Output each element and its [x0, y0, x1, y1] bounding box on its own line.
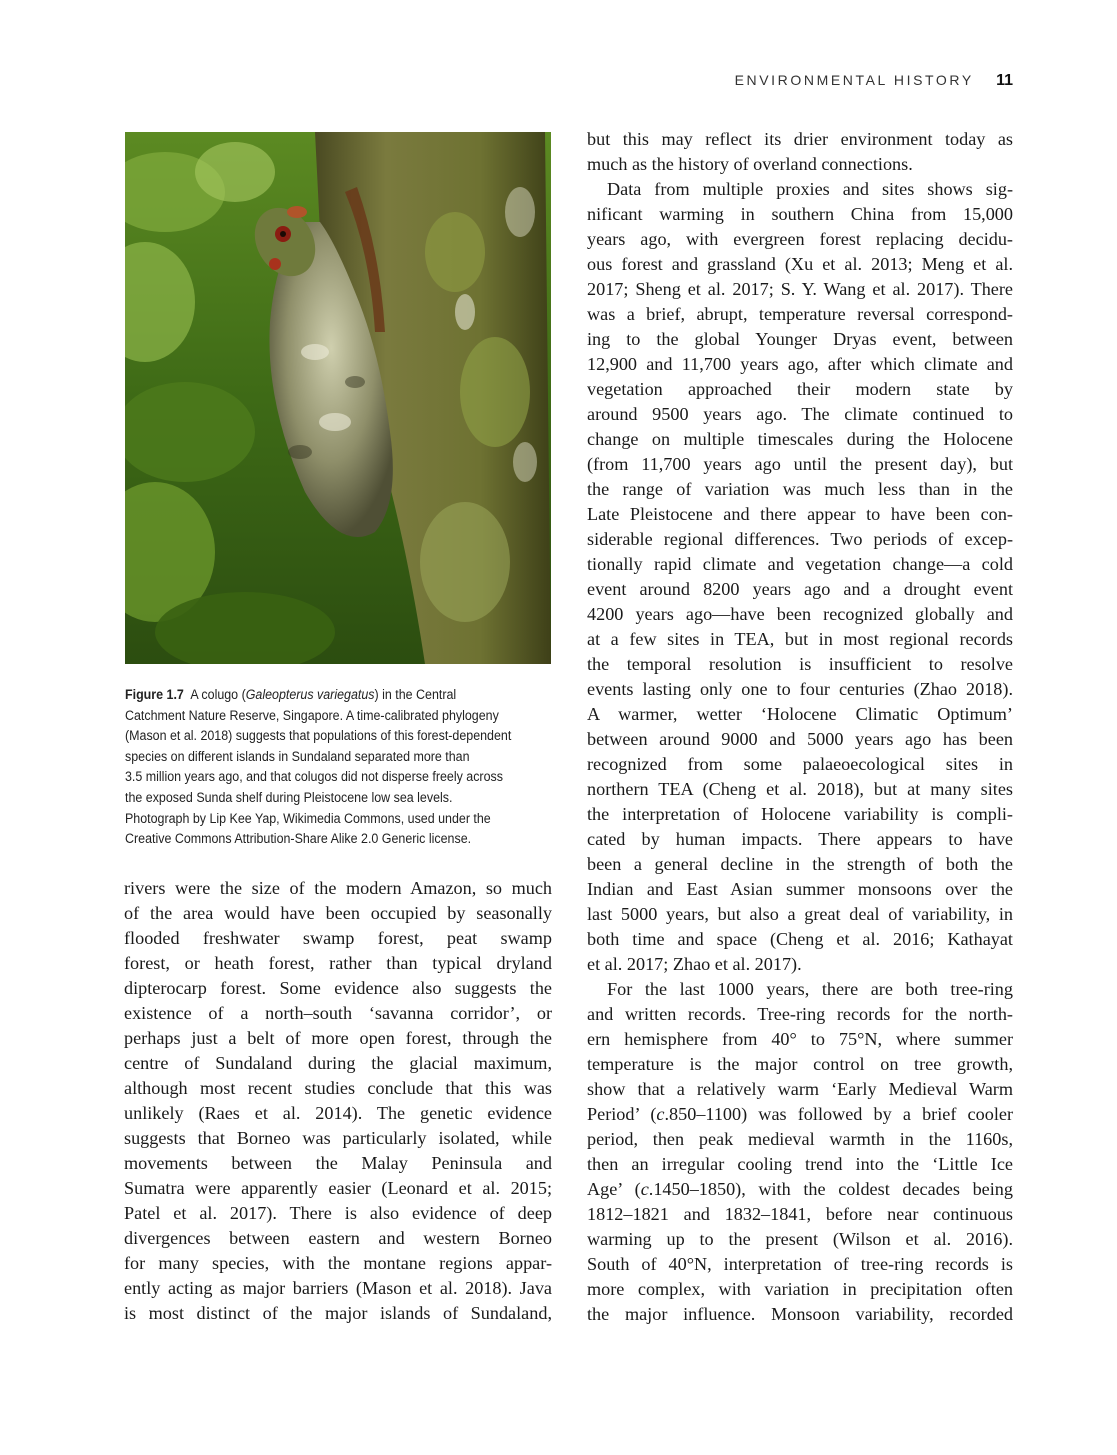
figure-photo-colugo [125, 132, 551, 664]
text-line: centre of Sundaland during the glacial maximum, [124, 1053, 552, 1073]
text-line: rivers were the size of the modern Amazon, so much [124, 878, 552, 898]
text-line: A warmer, wetter ‘Holocene Climatic Optimum’ [587, 704, 1013, 724]
figure-caption [125, 685, 555, 850]
text-line: 12,900 and 11,700 years ago, after which climate and [587, 354, 1013, 374]
text-line: ing to the global Younger Dryas event, between [587, 329, 1013, 349]
text-line: at a few sites in TEA, but in most regional records [587, 629, 1013, 649]
text-line: events lasting only one to four centuries (Zhao 2018). [587, 679, 1013, 699]
text-line: (from 11,700 years ago until the present day), but [587, 454, 1013, 474]
species-name: Galeopterus variegatus [245, 687, 375, 702]
text-line: for many species, with the montane regions appar- [124, 1253, 552, 1273]
figure-label: Figure 1.7 [125, 687, 184, 702]
paragraph-start: Data from multiple proxies and sites shows sig- [607, 179, 1013, 199]
text-line: 1812–1821 and 1832–1841, before near continuous [587, 1204, 1013, 1224]
text-line: ern hemisphere from 40° to 75°N, where summer [587, 1029, 1013, 1049]
text-line: but this may reflect its drier environment today as [587, 129, 1013, 149]
text-line: movements between the Malay Peninsula and [124, 1153, 552, 1173]
text-line: forest, or heath forest, rather than typical dryland [124, 953, 552, 973]
text-line: the temporal resolution is insufficient to resolve [587, 654, 1013, 674]
text-line: vegetation approached their modern state by [587, 379, 1013, 399]
page-number: 11 [996, 72, 1013, 89]
paragraph-start: For the last 1000 years, there are both tree-ring [607, 979, 1013, 999]
text-line: temperature is the major control on tree growth, [587, 1054, 1013, 1074]
text-line: South of 40°N, interpretation of tree-ring records is [587, 1254, 1013, 1274]
text-line: between around 9000 and 5000 years ago has been [587, 729, 1013, 749]
text-line: and written records. Tree-ring records for the north- [587, 1004, 1013, 1024]
caption-line: Photograph by Lip Kee Yap, Wikimedia Commons, used under the [125, 810, 491, 826]
right-column-text [587, 127, 1013, 1327]
text-line: more complex, with variation in precipitation often [587, 1279, 1013, 1299]
caption-text: A colugo ( [190, 687, 246, 702]
caption-line [125, 685, 555, 706]
text-line: tionally rapid climate and vegetation change—a cold [587, 554, 1013, 574]
text-line: show that a relatively warm ‘Early Medieval Warm [587, 1079, 1013, 1099]
caption-line: 3.5 million years ago, and that colugos did not disperse freely across [125, 769, 503, 785]
text-line: around 9500 years ago. The climate continued to [587, 404, 1013, 424]
text-line: was a brief, abrupt, temperature reversal correspond- [587, 304, 1013, 324]
text-line: nificant warming in southern China from 15,000 [587, 204, 1013, 224]
text-line: years ago, with evergreen forest replacing decidu- [587, 229, 1013, 249]
text-line: been a general decline in the strength of both the [587, 854, 1013, 874]
text-line: both time and space (Cheng et al. 2016; Kathayat [587, 929, 1013, 949]
text-line: dipterocarp forest. Some evidence also suggests the [124, 978, 552, 998]
text-line: recognized from some palaeoecological sites in [587, 754, 1013, 774]
text-line: et al. 2017; Zhao et al. 2017). [587, 954, 802, 974]
text-line: last 5000 years, but also a great deal of variability, in [587, 904, 1013, 924]
text-line: of the area would have been occupied by seasonally [124, 903, 552, 923]
text-line: the interpretation of Holocene variability is compli- [587, 804, 1013, 824]
running-head [735, 72, 1013, 90]
caption-text: ) in the Central [374, 687, 457, 702]
text-line: siderable regional differences. Two periods of excep- [587, 529, 1013, 549]
text-line: the range of variation was much less than in the [587, 479, 1013, 499]
text-line: existence of a north–south ‘savanna corridor’, or [124, 1003, 552, 1023]
caption-line: species on different islands in Sundaland separated more than [125, 748, 470, 764]
text-line: although most recent studies conclude that this was [124, 1078, 552, 1098]
left-column-text [124, 876, 552, 1326]
section-title: ENVIRONMENTAL HISTORY [734, 72, 974, 88]
text-line: flooded freshwater swamp forest, peat swamp [124, 928, 552, 948]
text-line: warming up to the present (Wilson et al. 2016). [587, 1229, 1013, 1249]
text-line: Sumatra were apparently easier (Leonard et al. 2015; [124, 1178, 552, 1198]
text-line-italic-c: Age’ (c.1450–1850), with the coldest decades being [587, 1179, 1013, 1199]
text-line: is most distinct of the major islands of Sundaland, [124, 1303, 552, 1323]
text-line: suggests that Borneo was particularly isolated, while [124, 1128, 552, 1148]
text-line: ently acting as major barriers (Mason et al. 2018). Java [124, 1278, 552, 1298]
text-line: 2017; Sheng et al. 2017; S. Y. Wang et al. 2017). There [587, 279, 1013, 299]
text-line: the major influence. Monsoon variability, recorded [587, 1304, 1013, 1324]
text-line: unlikely (Raes et al. 2014). The genetic evidence [124, 1103, 552, 1123]
text-line: much as the history of overland connections. [587, 154, 913, 174]
text-line: Patel et al. 2017). There is also evidence of deep [124, 1203, 552, 1223]
text-line-italic-c: Period’ (c.850–1100) was followed by a brief cooler [587, 1104, 1014, 1124]
text-line: ous forest and grassland (Xu et al. 2013; Meng et al. [587, 254, 1013, 274]
caption-line: the exposed Sunda shelf during Pleistocene low sea levels. [125, 789, 453, 805]
text-line: northern TEA (Cheng et al. 2018), but at many sites [587, 779, 1013, 799]
text-line: change on multiple timescales during the Holocene [587, 429, 1013, 449]
text-line: 4200 years ago—have been recognized globally and [587, 604, 1013, 624]
text-line: Late Pleistocene and there appear to have been con- [587, 504, 1013, 524]
caption-line: Creative Commons Attribution-Share Alike 2.0 Generic license. [125, 831, 472, 847]
colugo-photo-illustration [125, 132, 551, 664]
text-line: divergences between eastern and western Borneo [124, 1228, 552, 1248]
text-line: then an irregular cooling trend into the ‘Little Ice [587, 1154, 1013, 1174]
text-line: perhaps just a belt of more open forest, through the [124, 1028, 552, 1048]
text-line: Indian and East Asian summer monsoons over the [587, 879, 1013, 899]
caption-line: Catchment Nature Reserve, Singapore. A time-calibrated phylogeny [125, 707, 499, 723]
caption-line: (Mason et al. 2018) suggests that populations of this forest-dependent [125, 728, 512, 744]
text-line: cated by human impacts. There appears to have [587, 829, 1013, 849]
text-line: event around 8200 years ago and a drought event [587, 579, 1013, 599]
text-line: period, then peak medieval warmth in the 1160s, [587, 1129, 1013, 1149]
